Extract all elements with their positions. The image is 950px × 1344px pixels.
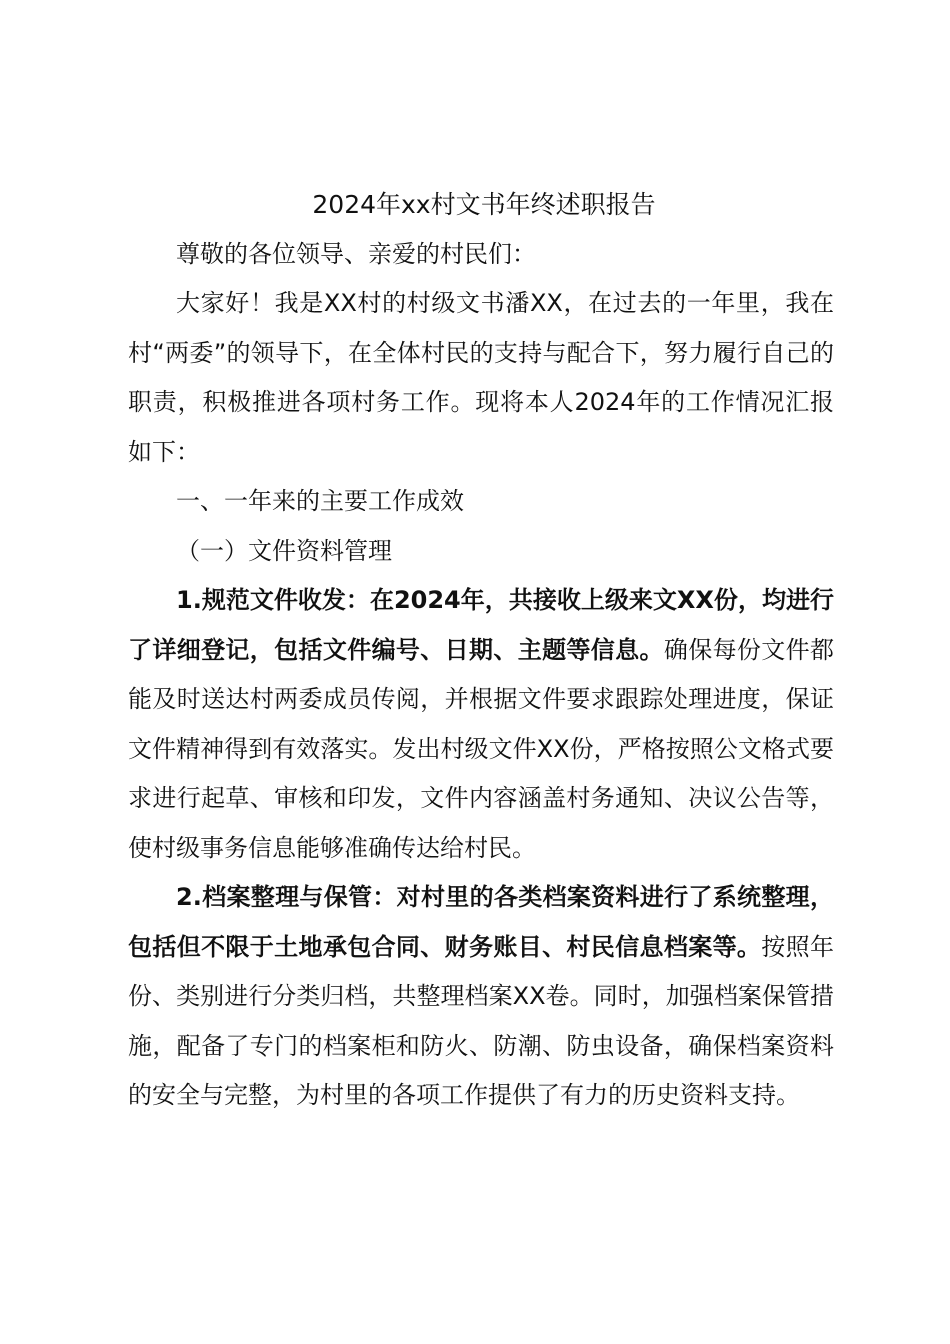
item-1-paragraph <box>128 576 834 873</box>
intro-paragraph: 大家好！我是XX村的村级文书潘XX，在过去的一年里，我在村“两委”的领导下，在全体村民的支持与配合下，努力履行自己的职责，积极推进各项村务工作。现将本人2024年的工作情况汇报如下： <box>128 289 834 466</box>
item-2-paragraph <box>128 873 834 1121</box>
item-1-lead: 1.规范文件收发：在2024年，共接收上级来文XX份，均进行了详细登记，包括文件编号、日期、主题等信息。 <box>128 586 834 664</box>
item-2-body: 按照年份、类别进行分类归档，共整理档案XX卷。同时，加强档案保管措施，配备了专门的档案柜和防火、防潮、防虫设备，确保档案资料的安全与完整，为村里的各项工作提供了有力的历史资料支持。 <box>128 932 835 1109</box>
greeting-line: 尊敬的各位领导、亲爱的村民们： <box>176 239 536 268</box>
item-2-lead: 2.档案整理与保管：对村里的各类档案资料进行了系统整理，包括但不限于土地承包合同、财务账目、村民信息档案等。 <box>128 883 834 961</box>
section-heading: 一、一年来的主要工作成效 <box>176 487 464 515</box>
subsection-heading: （一）文件资料管理 <box>176 536 392 565</box>
document-title: 2024年xx村文书年终述职报告 <box>312 190 656 219</box>
document-body <box>128 180 834 1121</box>
item-1-body: 确保每份文件都能及时送达村两委成员传阅，并根据文件要求跟踪处理进度，保证文件精神得到有效落实。发出村级文件XX份，严格按照公文格式要求进行起草、审核和印发，文件内容涵盖村务通知、决议公告等，使村级事务信息能够准确传达给村民。 <box>128 635 835 862</box>
